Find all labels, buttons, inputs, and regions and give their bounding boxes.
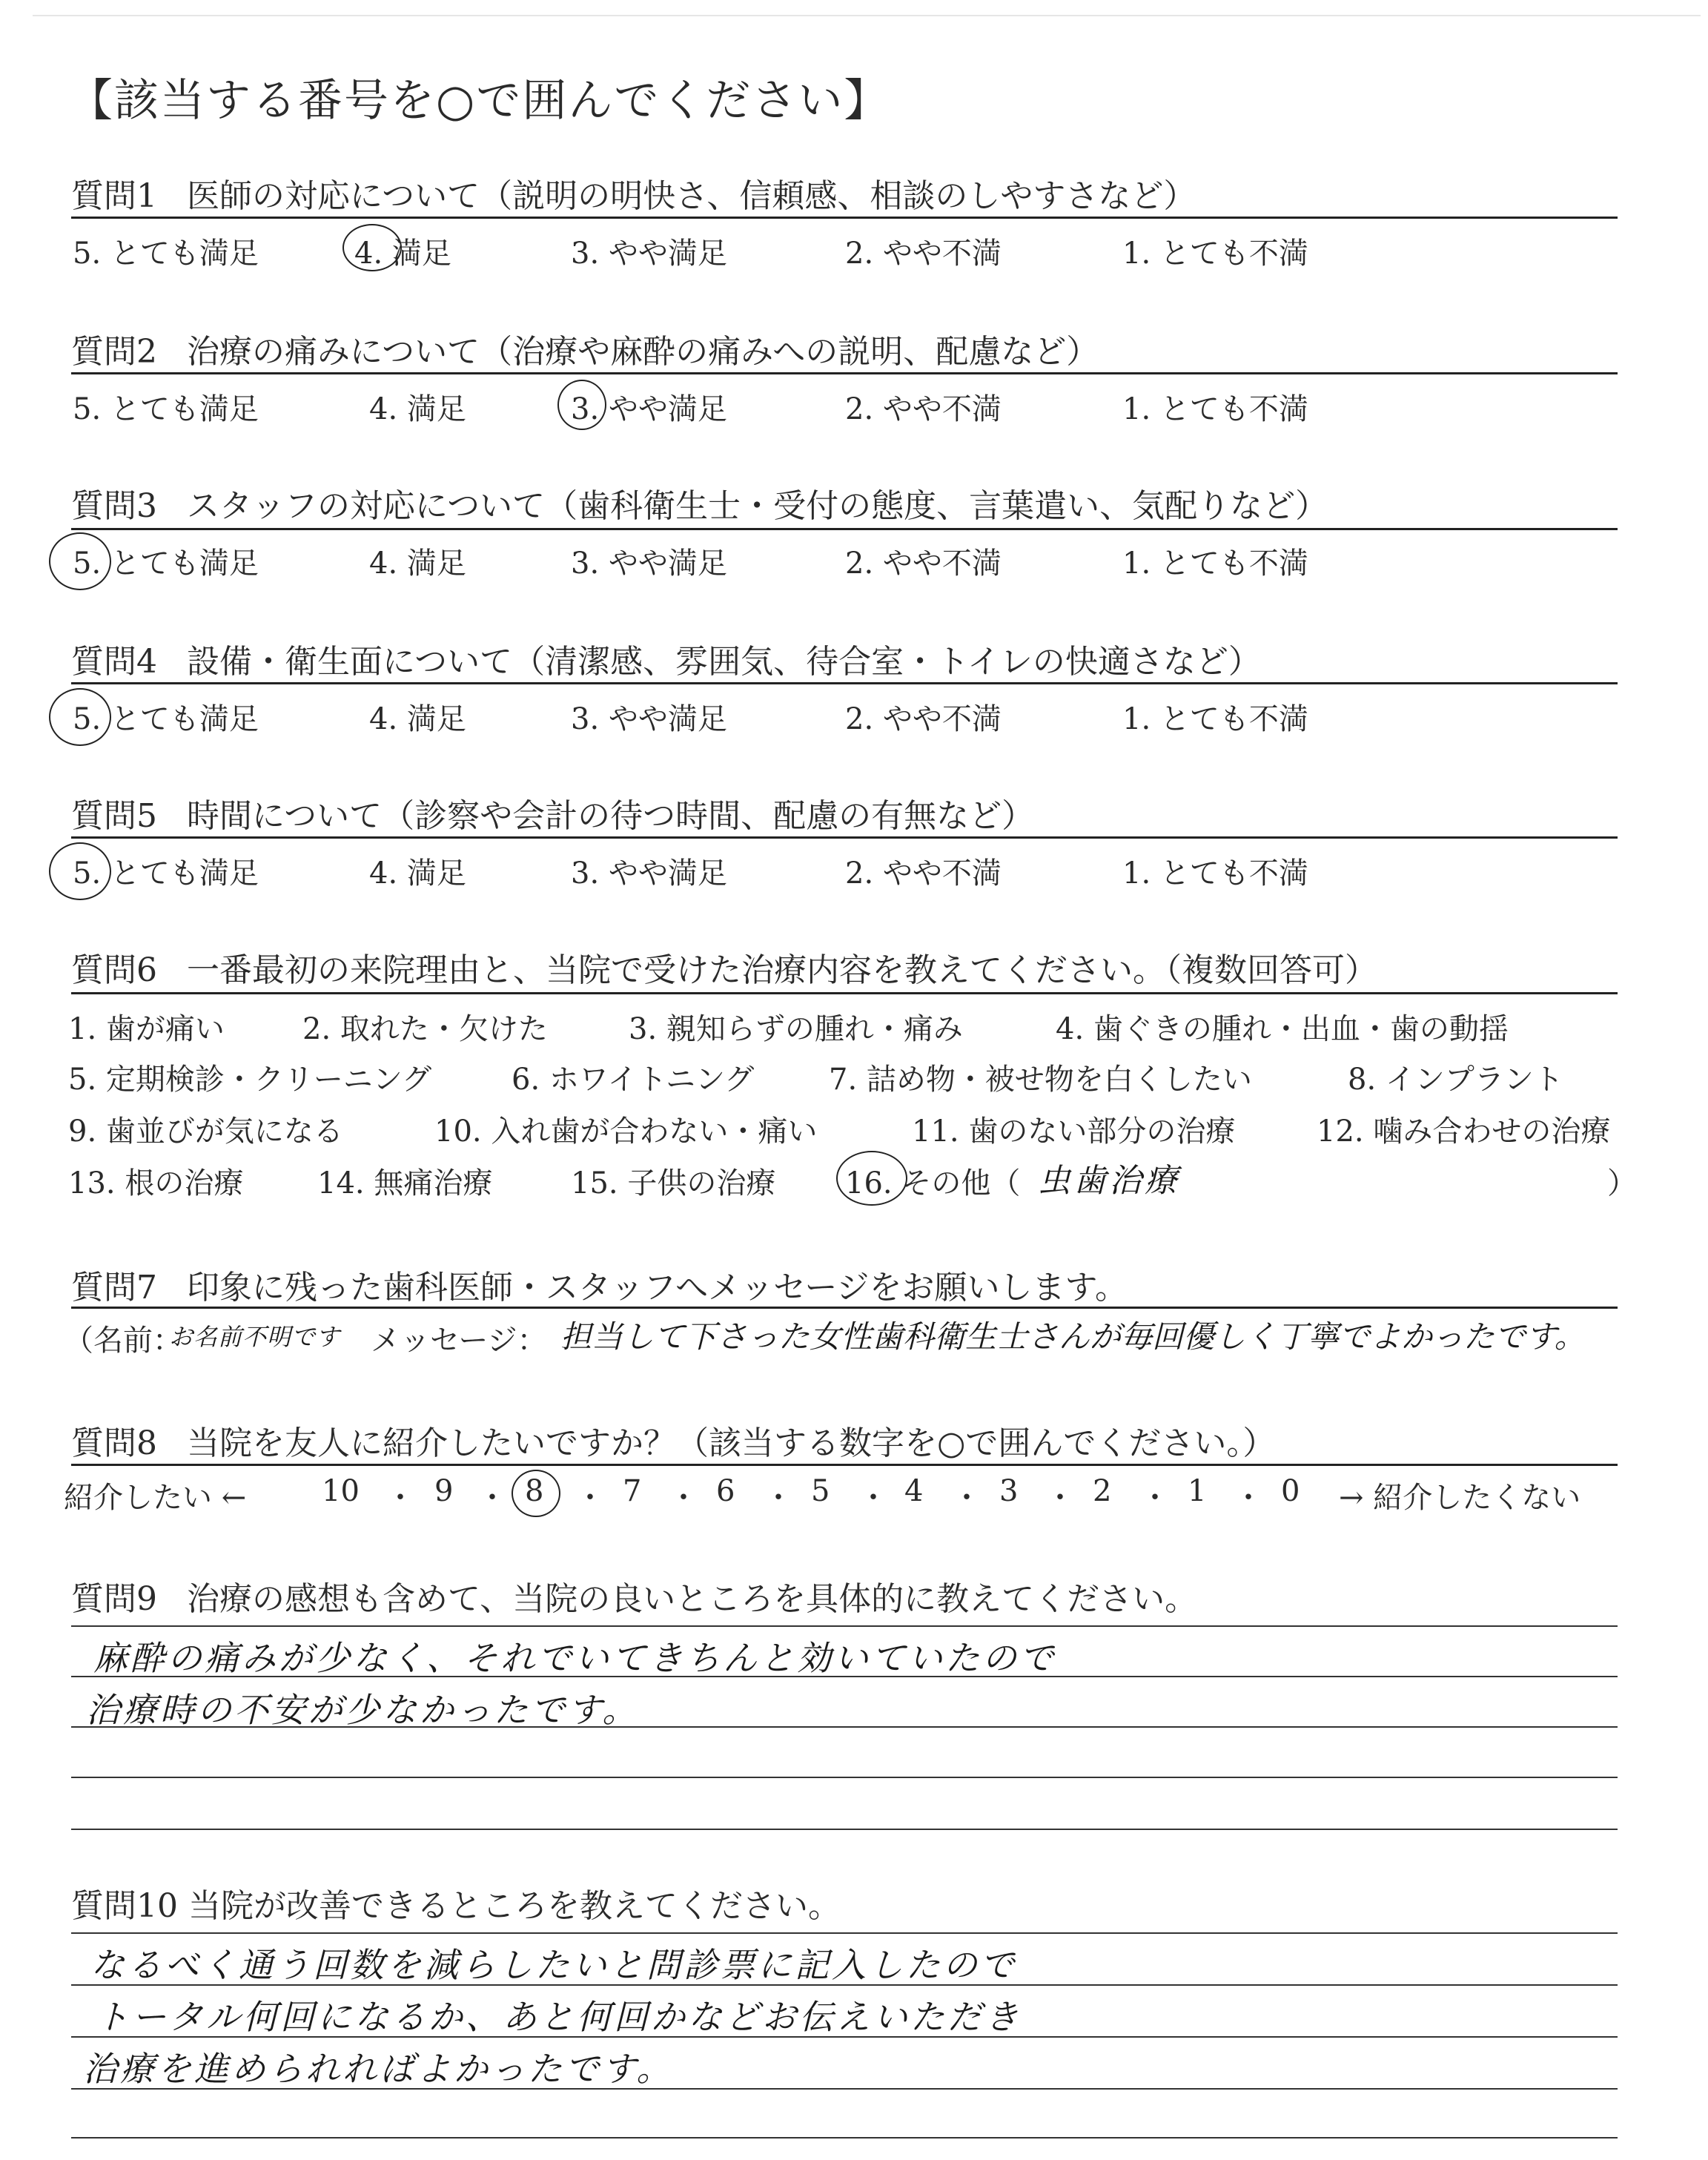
q9-answer-handwritten-line-2[interactable]: 治療時の不安が少なかったです。	[86, 1690, 640, 1730]
q8-scale-6[interactable]: 6	[716, 1474, 735, 1508]
q4-option-5[interactable]: 5. とても満足	[73, 702, 259, 736]
q4-option-4[interactable]: 4. 満足	[369, 702, 466, 736]
q8-scale-1[interactable]: 1	[1188, 1474, 1207, 1508]
q5-option-3[interactable]: 3. やや満足	[571, 856, 727, 891]
q6-option-16[interactable]: 16. その他（	[845, 1166, 1021, 1200]
q6-option-1[interactable]: 1. 歯が痛い	[68, 1012, 225, 1046]
question-4	[71, 635, 1261, 682]
question-10-text: 当院が改善できるところを教えてください。	[188, 1887, 841, 1925]
q8-dot: ・	[858, 1481, 888, 1515]
q7-message-handwritten[interactable]: 担当して下さった女性歯科衛生士さんが毎回優しく丁寧でよかったです。	[560, 1318, 1586, 1355]
q4-option-2[interactable]: 2. やや不満	[845, 702, 1002, 736]
question-5	[71, 789, 1034, 836]
q9-answer-line	[71, 1625, 1618, 1627]
q8-dot: ・	[764, 1481, 793, 1515]
question-6-number: 質問6	[71, 951, 157, 989]
q5-selection-circle	[49, 842, 111, 900]
q6-option-9[interactable]: 9. 歯並びが気になる	[68, 1114, 343, 1149]
q6-option-13[interactable]: 13. 根の治療	[68, 1166, 244, 1200]
question-9-number: 質問9	[71, 1580, 157, 1618]
q9-answer-line	[71, 1777, 1618, 1778]
q8-scale-3[interactable]: 3	[999, 1474, 1019, 1508]
q6-option-6[interactable]: 6. ホワイトニング	[512, 1063, 755, 1097]
q1-option-4[interactable]: 4. 満足	[354, 237, 451, 271]
q10-answer-line	[71, 1932, 1618, 1934]
q8-right-label: → 紹介したくない	[1339, 1481, 1581, 1515]
q5-option-4[interactable]: 4. 満足	[369, 856, 466, 891]
question-1-text: 医師の対応について（説明の明快さ、信頼感、相談のしやすさなど）	[187, 177, 1196, 215]
q1-option-1[interactable]: 1. とても不満	[1122, 237, 1308, 271]
q10-answer-handwritten-line-1[interactable]: なるべく通う回数を減らしたいと問診票に記入したので	[90, 1945, 1017, 1985]
q2-option-4[interactable]: 4. 満足	[369, 392, 466, 426]
question-7-rule	[71, 1307, 1618, 1309]
q6-other-close-paren: ）	[1607, 1166, 1637, 1200]
q2-option-3[interactable]: 3. やや満足	[571, 392, 727, 426]
q7-message-label: メッセージ：	[371, 1324, 547, 1358]
q8-scale-9[interactable]: 9	[434, 1474, 454, 1508]
question-4-text: 設備・衛生面について（清潔感、雰囲気、待合室・トイレの快適さなど）	[187, 643, 1261, 681]
q3-option-5[interactable]: 5. とても満足	[73, 546, 259, 581]
q6-option-15[interactable]: 15. 子供の治療	[571, 1166, 776, 1200]
q8-dot: ・	[1140, 1481, 1170, 1515]
q2-option-2[interactable]: 2. やや不満	[845, 392, 1002, 426]
question-3-rule	[71, 528, 1618, 530]
q1-option-3[interactable]: 3. やや満足	[571, 237, 727, 271]
q6-option-14[interactable]: 14. 無痛治療	[317, 1166, 493, 1200]
q6-option-5[interactable]: 5. 定期検診・クリーニング	[68, 1063, 432, 1097]
q8-dot: ・	[952, 1481, 982, 1515]
q3-option-1[interactable]: 1. とても不満	[1122, 546, 1308, 581]
question-8-rule	[71, 1464, 1618, 1466]
question-3-text: スタッフの対応について（歯科衛生士・受付の態度、言葉遣い、気配りなど）	[187, 487, 1328, 525]
question-5-rule	[71, 836, 1618, 839]
q2-option-1[interactable]: 1. とても不満	[1122, 392, 1308, 426]
q8-selection-circle	[512, 1470, 560, 1517]
page-top-edge	[33, 15, 1701, 16]
q1-selection-circle	[342, 224, 402, 271]
question-2-text: 治療の痛みについて（治療や麻酔の痛みへの説明、配慮など）	[187, 333, 1099, 371]
question-8-text: 当院を友人に紹介したいですか？（該当する数字を○で囲んでください。）	[187, 1424, 1276, 1462]
q8-scale-7[interactable]: 7	[623, 1474, 642, 1508]
q1-option-5[interactable]: 5. とても満足	[73, 237, 259, 271]
q8-dot: ・	[1045, 1481, 1075, 1515]
q8-dot: ・	[1234, 1481, 1263, 1515]
q5-option-5[interactable]: 5. とても満足	[73, 856, 259, 891]
q10-answer-handwritten-line-2[interactable]: トータル何回になるか、あと何回かなどお伝えいただき	[95, 1997, 1022, 2037]
q5-option-2[interactable]: 2. やや不満	[845, 856, 1002, 891]
q6-option-12[interactable]: 12. 噛み合わせの治療	[1317, 1114, 1611, 1149]
q7-name-label: （名前：	[64, 1324, 182, 1358]
question-3-number: 質問3	[71, 487, 157, 525]
q8-scale-4[interactable]: 4	[904, 1474, 924, 1508]
question-8-number: 質問8	[71, 1424, 157, 1462]
q8-scale-5[interactable]: 5	[811, 1474, 830, 1508]
q6-selection-circle	[836, 1151, 907, 1206]
q6-option-4[interactable]: 4. 歯ぐきの腫れ・出血・歯の動揺	[1056, 1012, 1509, 1046]
q6-option-2[interactable]: 2. 取れた・欠けた	[302, 1012, 548, 1046]
question-9	[71, 1572, 1197, 1619]
question-1-rule	[71, 217, 1618, 219]
q3-option-4[interactable]: 4. 満足	[369, 546, 466, 581]
q6-option-7[interactable]: 7. 詰め物・被せ物を白くしたい	[829, 1063, 1252, 1097]
question-6	[71, 943, 1377, 991]
q8-scale-10[interactable]: 10	[322, 1474, 360, 1508]
q9-answer-line	[71, 1829, 1618, 1830]
q7-name-handwritten[interactable]: お名前不明です	[169, 1323, 341, 1351]
question-7-number: 質問7	[71, 1269, 157, 1307]
q8-scale-8[interactable]: 8	[525, 1474, 544, 1508]
question-2-rule	[71, 372, 1618, 374]
question-6-text: 一番最初の来院理由と、当院で受けた治療内容を教えてください。（複数回答可）	[187, 951, 1377, 989]
question-1	[71, 169, 1196, 217]
question-2	[71, 325, 1099, 372]
q4-selection-circle	[49, 688, 111, 746]
question-10	[71, 1879, 841, 1926]
question-6-rule	[71, 992, 1618, 994]
question-5-text: 時間について（診察や会計の待つ時間、配慮の有無など）	[187, 797, 1035, 835]
question-1-number: 質問1	[71, 177, 157, 215]
q8-dot: ・	[385, 1481, 415, 1515]
q2-selection-circle	[557, 380, 606, 430]
q6-option-11[interactable]: 11. 歯のない部分の治療	[912, 1114, 1236, 1149]
question-10-number: 質問10	[71, 1887, 178, 1925]
page-title: 【該当する番号を○で囲んでください】	[68, 75, 890, 127]
q8-scale-2[interactable]: 2	[1093, 1474, 1112, 1508]
q8-dot: ・	[669, 1481, 698, 1515]
q3-option-3[interactable]: 3. やや満足	[571, 546, 727, 581]
question-8	[71, 1416, 1275, 1464]
question-2-number: 質問2	[71, 333, 157, 371]
q6-option-3[interactable]: 3. 親知らずの腫れ・痛み	[629, 1012, 963, 1046]
question-9-text: 治療の感想も含めて、当院の良いところを具体的に教えてください。	[187, 1580, 1198, 1618]
q6-option-10[interactable]: 10. 入れ歯が合わない・痛い	[434, 1114, 818, 1149]
q9-answer-handwritten-line-1[interactable]: 麻酔の痛みが少なく、それでいてきちんと効いていたので	[93, 1638, 1057, 1678]
q4-option-3[interactable]: 3. やや満足	[571, 702, 727, 736]
question-7-text: 印象に残った歯科医師・スタッフへメッセージをお願いします。	[187, 1269, 1128, 1307]
q8-scale-0[interactable]: 0	[1281, 1474, 1300, 1508]
q10-answer-handwritten-line-3[interactable]: 治療を進められればよかったです。	[83, 2049, 674, 2089]
q8-dot: ・	[575, 1481, 605, 1515]
q10-answer-line	[71, 2137, 1618, 2138]
question-7	[71, 1261, 1128, 1308]
q3-selection-circle	[49, 532, 111, 590]
q1-option-2[interactable]: 2. やや不満	[845, 237, 1002, 271]
question-4-number: 質問4	[71, 643, 157, 681]
q4-option-1[interactable]: 1. とても不満	[1122, 702, 1308, 736]
question-5-number: 質問5	[71, 797, 157, 835]
q8-left-label: 紹介したい ←	[64, 1481, 247, 1515]
question-4-rule	[71, 682, 1618, 684]
q3-option-2[interactable]: 2. やや不満	[845, 546, 1002, 581]
q5-option-1[interactable]: 1. とても不満	[1122, 856, 1308, 891]
q2-option-5[interactable]: 5. とても満足	[73, 392, 259, 426]
q6-other-handwritten[interactable]: 虫歯治療	[1038, 1162, 1180, 1200]
question-3	[71, 479, 1328, 526]
q6-option-8[interactable]: 8. インプラント	[1348, 1063, 1563, 1097]
q8-dot: ・	[477, 1481, 507, 1515]
